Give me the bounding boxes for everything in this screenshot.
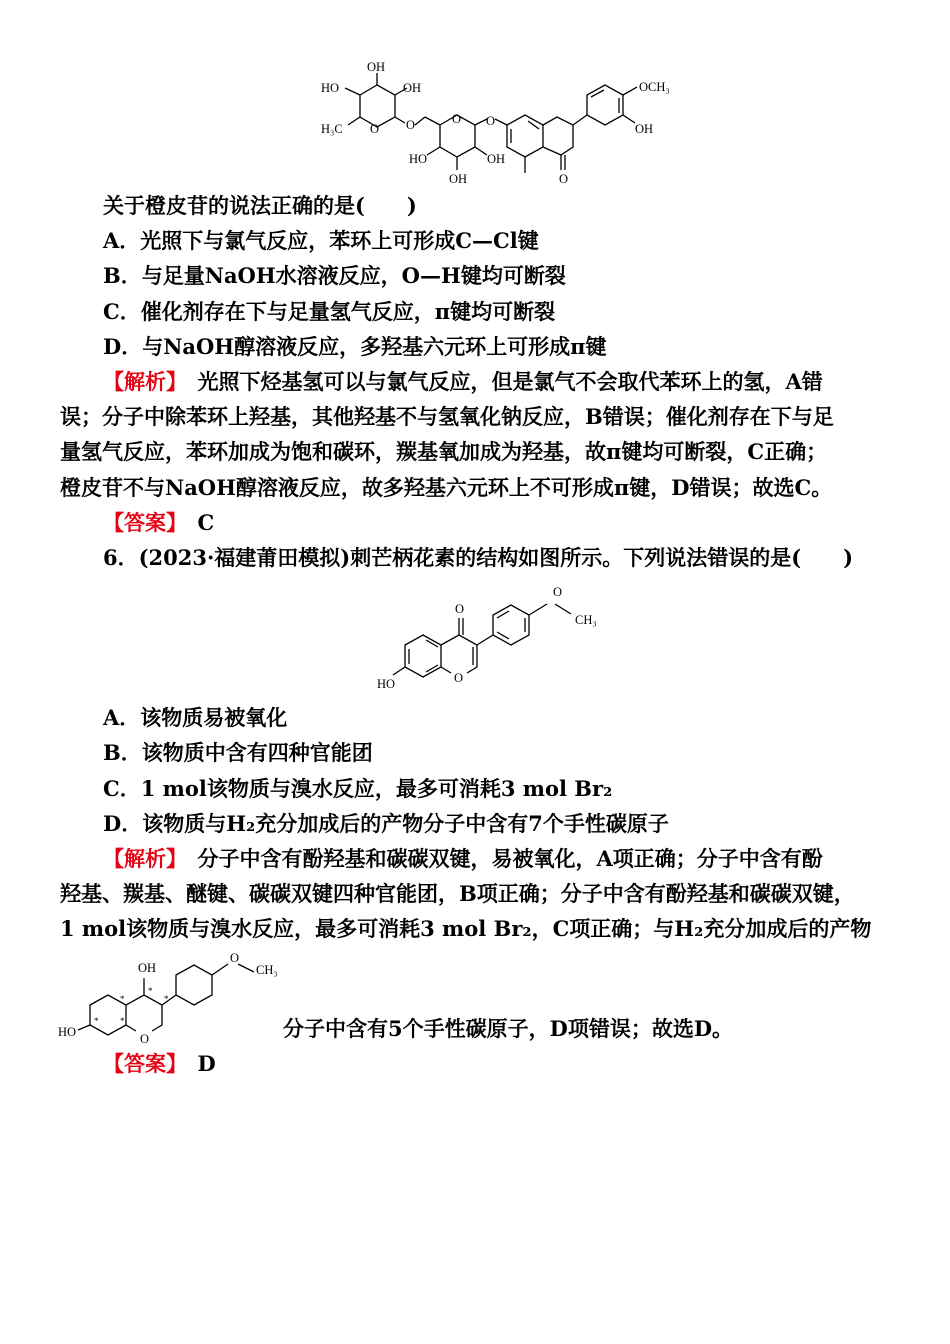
chiral-marker: * [148, 986, 153, 996]
label: O [406, 118, 416, 132]
aromatic-ring-a [405, 635, 441, 677]
label: OH [138, 961, 157, 975]
analysis-text: 分子中含有酚羟基和碳碳双键，易被氧化，A项正确；分子中含有酚 [197, 846, 823, 871]
label: HO [409, 152, 428, 166]
q6-option-c: C．1 mol该物质与溴水反应，最多可消耗3 mol Br₂ [103, 776, 613, 801]
q5-option-b: B．与足量NaOH水溶液反应，O—H键均可断裂 [103, 263, 566, 288]
label: HO [58, 1025, 77, 1039]
answer-tag: 【答案】 [103, 1051, 177, 1076]
q5-analysis-line-3: 量氢气反应，苯环加成为饱和碳环，羰基氧加成为羟基，故π键均可断裂，C正确； [60, 439, 828, 464]
label: O [455, 602, 465, 616]
label: O [230, 951, 240, 965]
q5-analysis-line-2: 误；分子中除苯环上羟基，其他羟基不与氢氧化钠反应，B错误；催化剂存在下与足 [60, 404, 834, 429]
label: O [370, 122, 380, 136]
label: CH₃ [256, 963, 278, 977]
q6-analysis-line-2: 羟基、羰基、醚键、碳碳双键四种官能团，B项正确；分子中含有酚羟基和碳碳双键， [60, 881, 855, 906]
label: O [140, 1032, 150, 1045]
chiral-marker: * [164, 994, 169, 1004]
analysis-tag: 【解析】 [103, 369, 177, 394]
q6-analysis-line-3: 1 mol该物质与溴水反应，最多可消耗3 mol Br₂，C项正确；与H₂充分加成后的产物 [60, 916, 872, 941]
label: OH [403, 81, 422, 95]
label: O [559, 172, 569, 186]
q5-answer [103, 505, 938, 540]
q5-analysis-line-4: 橙皮苷不与NaOH醇溶液反应，故多羟基六元环上不可形成π键，D错误；故选C。 [60, 475, 833, 500]
formononetin-structure [375, 580, 625, 700]
analysis-text: 光照下烃基氢可以与氯气反应，但是氯气不会取代苯环上的氢，A错 [197, 369, 823, 394]
q5-option-a: A．光照下与氯气反应，苯环上可形成C—Cl键 [103, 228, 539, 253]
q6-option-b: B．该物质中含有四种官能团 [103, 740, 373, 765]
label: O [454, 671, 464, 685]
product-structure [58, 950, 288, 1045]
rhamnose-ring [360, 85, 395, 127]
label: OH [367, 60, 386, 74]
label: O [486, 114, 496, 128]
label: OH [449, 172, 468, 186]
q5-option-d: D．与NaOH醇溶液反应，多羟基六元环上可形成π键 [103, 334, 607, 359]
answer-tag: 【答案】 [103, 510, 177, 535]
q6-option-d: D．该物质与H₂充分加成后的产物分子中含有7个手性碳原子 [103, 811, 669, 836]
q6-analysis-line-1 [103, 841, 938, 876]
analysis-tag: 【解析】 [103, 846, 177, 871]
label: CH₃ [575, 613, 597, 627]
label: O [553, 585, 563, 599]
q6-answer [103, 1046, 938, 1081]
cyclohexane-ring-b [176, 965, 212, 1005]
aromatic-ring-b [587, 85, 623, 125]
answer-value: D [197, 1051, 216, 1076]
label: OH [635, 122, 654, 136]
q6-stem: 6．(2023·福建莆田模拟)刺芒柄花素的结构如图所示。下列说法错误的是( ) [103, 545, 854, 570]
label: O [452, 112, 462, 126]
q6-option-a: A．该物质易被氧化 [103, 705, 288, 730]
chiral-marker: * [120, 1016, 125, 1026]
q5-option-c: C．催化剂存在下与足量氢气反应，π键均可断裂 [103, 299, 556, 324]
aromatic-ring-b [493, 605, 529, 645]
chiral-marker: * [94, 1016, 99, 1026]
label: H₃C [321, 122, 343, 136]
q5-stem: 关于橙皮苷的说法正确的是( ) [103, 193, 417, 218]
label: HO [377, 677, 396, 691]
q6-analysis-line-4: 分子中含有5个手性碳原子，D项错误；故选D。 [283, 1016, 734, 1041]
aromatic-ring-a [507, 115, 543, 157]
label: OCH₃ [639, 80, 670, 94]
chiral-marker: * [120, 994, 125, 1004]
label: HO [321, 81, 340, 95]
answer-value: C [197, 510, 215, 535]
q5-analysis-line-1 [103, 364, 938, 399]
hesperidin-structure [315, 55, 685, 190]
label: OH [487, 152, 506, 166]
